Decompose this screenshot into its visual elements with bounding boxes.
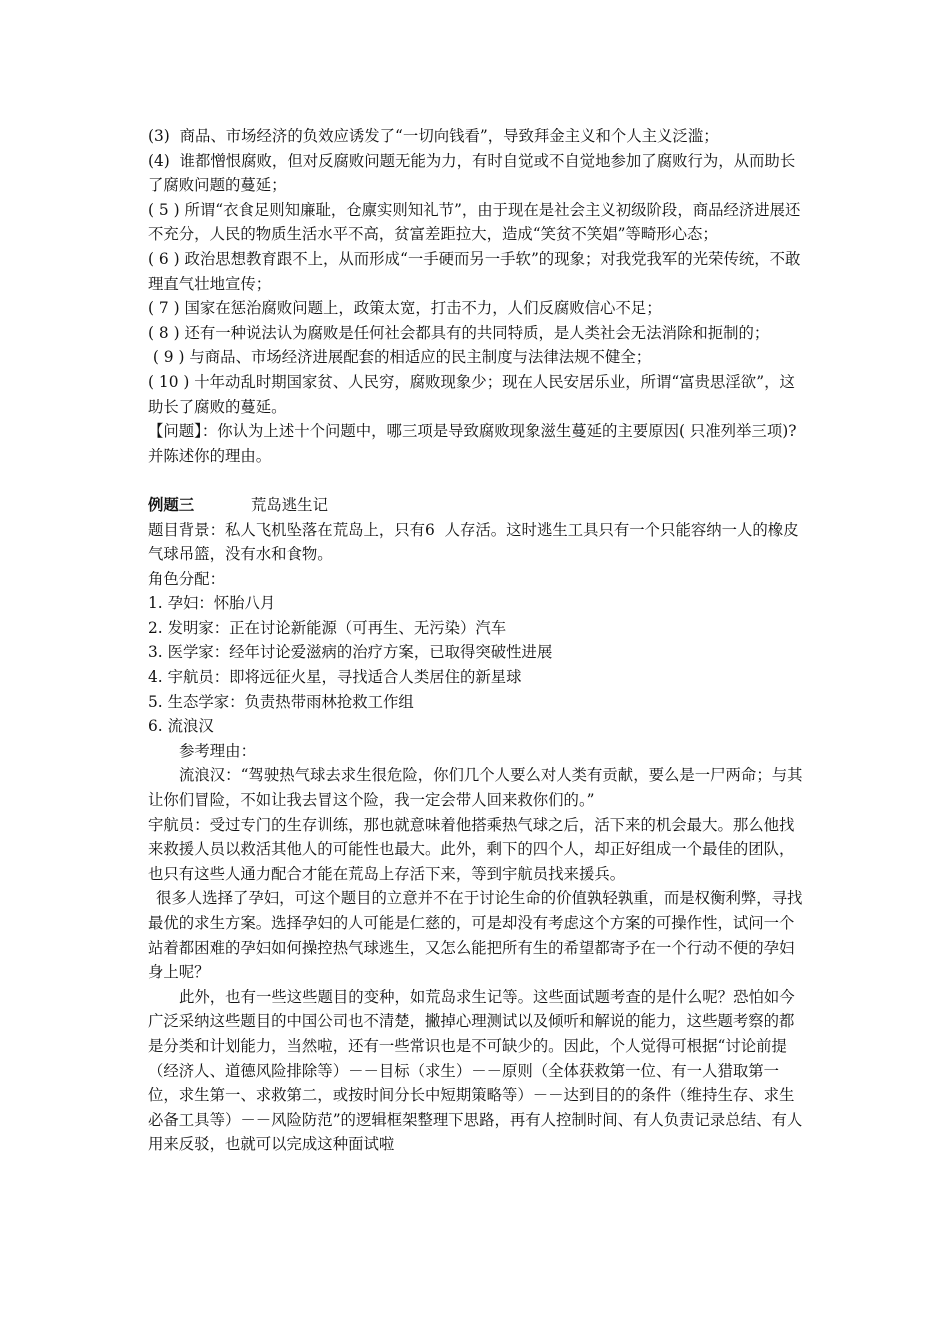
pregnant-analysis-paragraph: 很多人选择了孕妇，可这个题目的立意并不在于讨论生命的价值孰轻孰重，而是权衡利弊，寻找最优的求生方案。选择孕妇的人可能是仁慈的，可是却没有考虑这个方案的可操作性，试问一个站着都困难的孕妇如何操控热气球逃生，又怎么能把所有生的希望都寄予在一个行动不便的孕妇身上呢？	[148, 889, 803, 982]
role-item: 2. 发明家：正在讨论新能源（可再生、无污染）汽车	[148, 618, 507, 637]
list-item: ( 5 ) 所谓“衣食足则知廉耻，仓廪实则知礼节”，由于现在是社会主义初级阶段，商品经济进展还不充分，人民的物质生活水平不高，贫富差距拉大，造成“笑贫不笑娼”等畸形心态；	[148, 200, 801, 244]
list-item: ( 10 ) 十年动乱时期国家贫、人民穷，腐败现象少；现在人民安居乐业，所谓“富贵思淫欲”，这助长了腐败的蔓延。	[148, 372, 795, 416]
blank-line	[148, 468, 808, 493]
list-item: ( 9 ) 与商品、市场经济进展配套的相适应的民主制度与法律法规不健全；	[148, 348, 652, 367]
example-label: 例题三	[148, 495, 195, 514]
role-item: 5. 生态学家：负责热带雨林抢救工作组	[148, 692, 414, 711]
reference-heading: 参考理由：	[179, 741, 256, 760]
question-paragraph: 【问题】：你认为上述十个问题中，哪三项是导致腐败现象滋生蔓延的主要原因( 只准列举三项)? 并陈述你的理由。	[148, 422, 802, 465]
background-paragraph: 题目背景：私人飞机坠落在荒岛上，只有6 人存活。这时逃生工具只有一个只能容纳一人的橡皮气球吊篮，没有水和食物。	[148, 520, 799, 564]
astronaut-reason-paragraph: 宇航员：受过专门的生存训练，那也就意味着他搭乘热气球之后，活下来的机会最大。那么他找来救援人员以救活其他人的可能性也最大。此外，剩下的四个人，却正好组成一个最佳的团队，也只有这些人通力配合才能在荒岛上存活下来，等到宇航员找来援兵。	[148, 815, 795, 883]
roles-heading: 角色分配：	[148, 569, 225, 588]
list-item: (3) 商品、市场经济的负效应诱发了“一切向钱看”，导致拜金主义和个人主义泛滥；	[148, 127, 719, 145]
role-item: 1. 孕妇：怀胎八月	[148, 594, 276, 613]
list-item: (4) 谁都憎恨腐败，但对反腐败问题无能为力，有时自觉或不自觉地参加了腐败行为，从而助长了腐败问题的蔓延；	[148, 151, 796, 195]
tramp-reason-paragraph: 流浪汉：“驾驶热气球去求生很危险，你们几个人要么对人类有贡献，要么是一尸两命；与其让你们冒险，不如让我去冒这个险，我一定会带人回来救你们的。”	[148, 766, 803, 810]
conclusion-paragraph: 此外，也有一些这些题目的变种，如荒岛求生记等。这些面试题考查的是什么呢？恐怕如今广泛采纳这些题目的中国公司也不清楚，撇掉心理测试以及倾听和解说的能力，这些题考察的都是分类和计划能力，当然啦，还有一些常识也是不可缺少的。因此，个人觉得可根据“讨论前提（经济人、道德风险排除等）－－目标（求生）－－原则（全体获救第一位、有一人猎取第一位，求生第一、求救第二，或按时间分长中短期策略等）－－达到目的的条件（维持生存、求生必备工具等）－－风险防范”的逻辑框架整理下思路，再有人控制时间、有人负责记录总结、有人用来反驳，也就可以完成这种面试啦	[148, 987, 803, 1154]
list-item: ( 6 ) 政治思想教育跟不上，从而形成“一手硬而另一手软”的现象；对我党我军的光荣传统，不敢理直气壮地宣传；	[148, 249, 801, 293]
document-page	[148, 124, 808, 1157]
example-heading	[148, 493, 808, 518]
role-item: 3. 医学家：经年讨论爱滋病的治疗方案，已取得突破性进展	[148, 643, 553, 662]
list-item: ( 8 ) 还有一种说法认为腐败是任何社会都具有的共同特质，是人类社会无法消除和扼制的；	[148, 323, 770, 342]
list-item: ( 7 ) 国家在惩治腐败问题上，政策太宽，打击不力，人们反腐败信心不足；	[148, 299, 662, 318]
example-title: 荒岛逃生记	[251, 495, 328, 514]
role-item: 6. 流浪汉	[148, 717, 214, 736]
role-item: 4. 宇航员：即将远征火星，寻找适合人类居住的新星球	[148, 668, 522, 687]
